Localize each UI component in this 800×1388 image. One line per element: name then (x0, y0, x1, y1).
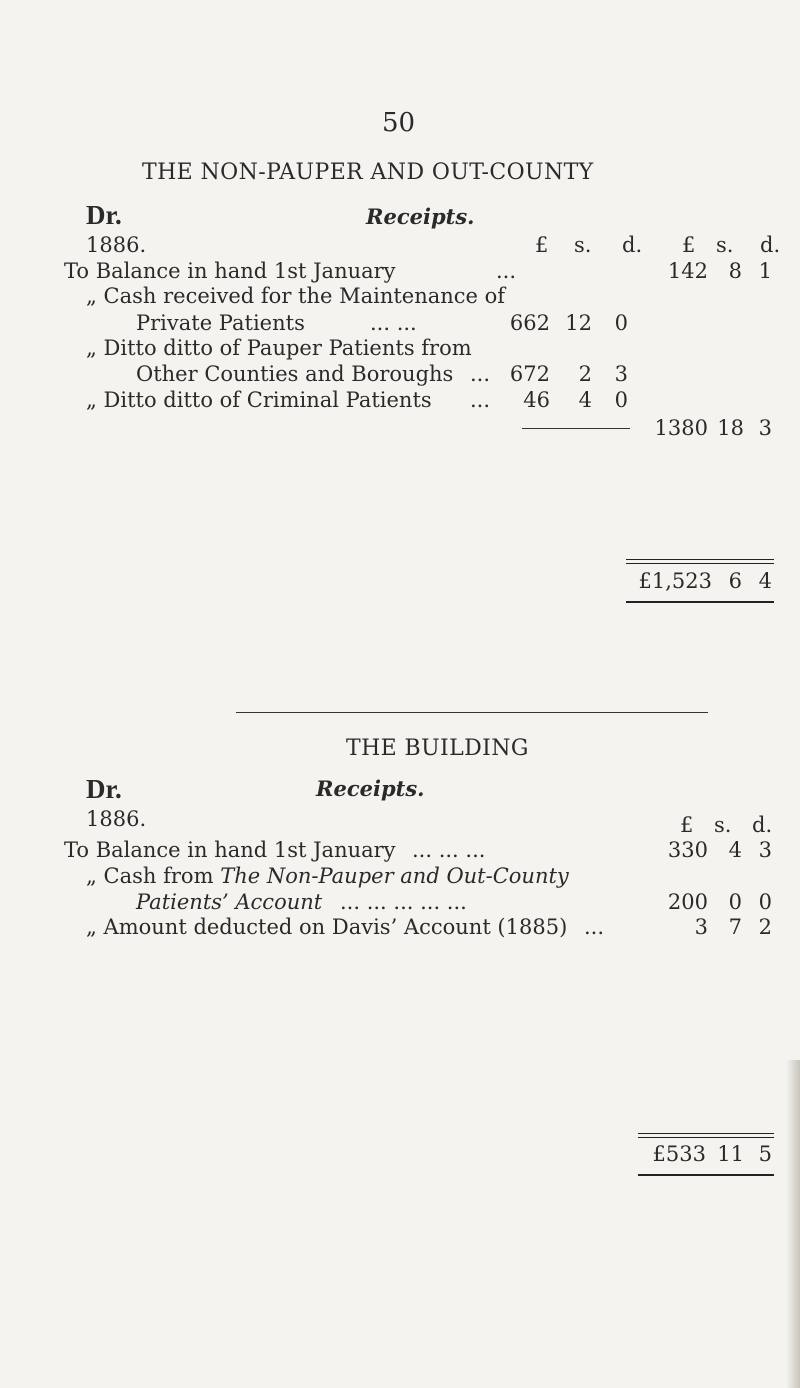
amount-shillings: 4 (728, 838, 742, 862)
page-edge-shadow (786, 1060, 800, 1388)
leader-dots: ... (470, 388, 491, 412)
amount-pence: 2 (758, 915, 772, 939)
col-head-shillings: s. (714, 813, 732, 837)
amount-pence: 3 (614, 362, 628, 386)
subtotal-rule (522, 428, 630, 429)
entry-text: „ Cash received for the Maintenance of (86, 284, 506, 308)
entry-text: Private Patients (136, 311, 305, 335)
col-head-shillings: s. (716, 233, 734, 257)
amount-pounds: 662 (509, 311, 550, 335)
year-label: 1886. (86, 233, 147, 257)
entry-italic: The Non-Pauper and Out-County (220, 864, 569, 888)
leader-dots: ... (496, 259, 517, 283)
entry-text: To Balance in hand 1st January (64, 259, 396, 283)
amount-shillings: 4 (578, 388, 592, 412)
amount-pence: 0 (758, 890, 772, 914)
col-head-pounds: £ (535, 233, 549, 257)
entry-text: Other Counties and Boroughs (136, 362, 454, 386)
amount-shillings: 7 (728, 915, 742, 939)
entry-italic: Patients’ Account (136, 890, 323, 914)
leader-dots: ... ... (370, 311, 417, 335)
subtotal-pence: 3 (758, 416, 772, 440)
entry-text (86, 864, 569, 888)
entry-text (136, 890, 322, 914)
entry-text: „ Ditto ditto of Criminal Patients (86, 388, 432, 412)
amount-shillings: 2 (578, 362, 592, 386)
col-head-pounds: £ (680, 813, 694, 837)
col-head-pence: d. (760, 233, 781, 257)
subtotal-pounds: 1380 (654, 416, 708, 440)
section-heading: THE NON-PAUPER AND OUT-COUNTY (142, 160, 594, 185)
page-number: 50 (382, 108, 416, 138)
col-head-pounds: £ (682, 233, 696, 257)
leader-dots: ... ... ... (412, 838, 486, 862)
total-rule-bottom (626, 601, 774, 603)
amount-shillings: 12 (565, 311, 592, 335)
grand-total-pounds: £533 (652, 1142, 706, 1166)
entry-prefix: „ Cash from (86, 864, 214, 888)
col-head-shillings: s. (574, 233, 592, 257)
grand-total-pence: 4 (758, 569, 772, 593)
receipts-label: Receipts. (316, 776, 425, 801)
section-divider (236, 712, 708, 713)
entry-text: „ Ditto ditto of Pauper Patients from (86, 336, 472, 360)
total-pounds: 142 (667, 259, 708, 283)
col-head-pence: d. (622, 233, 643, 257)
leader-dots: ... (584, 915, 605, 939)
total-rule-bottom (638, 1174, 774, 1176)
subtotal-shillings: 18 (717, 416, 744, 440)
col-head-pence: d. (752, 813, 773, 837)
leader-dots: ... ... ... ... ... (340, 890, 467, 914)
amount-pounds: 3 (694, 915, 708, 939)
amount-pounds: 46 (523, 388, 550, 412)
total-rule-top (626, 559, 774, 564)
receipts-label: Receipts. (366, 204, 475, 229)
leader-dots: ... (470, 362, 491, 386)
dr-label: Dr. (86, 774, 122, 804)
entry-text: „ Amount deducted on Davis’ Account (1885) (86, 915, 568, 939)
amount-pence: 3 (758, 838, 772, 862)
total-shillings: 8 (728, 259, 742, 283)
entry-text: To Balance in hand 1st January (64, 838, 396, 862)
grand-total-shillings: 6 (728, 569, 742, 593)
total-pence: 1 (758, 259, 772, 283)
section-heading: THE BUILDING (346, 736, 529, 761)
year-label: 1886. (86, 807, 147, 831)
total-rule-top (638, 1133, 774, 1138)
amount-pence: 0 (614, 388, 628, 412)
grand-total-shillings: 11 (717, 1142, 744, 1166)
dr-label: Dr. (86, 200, 122, 230)
amount-pounds: 672 (509, 362, 550, 386)
amount-pounds: 200 (667, 890, 708, 914)
grand-total-pounds: £1,523 (638, 569, 712, 593)
amount-pounds: 330 (667, 838, 708, 862)
grand-total-pence: 5 (758, 1142, 772, 1166)
amount-pence: 0 (614, 311, 628, 335)
amount-shillings: 0 (728, 890, 742, 914)
